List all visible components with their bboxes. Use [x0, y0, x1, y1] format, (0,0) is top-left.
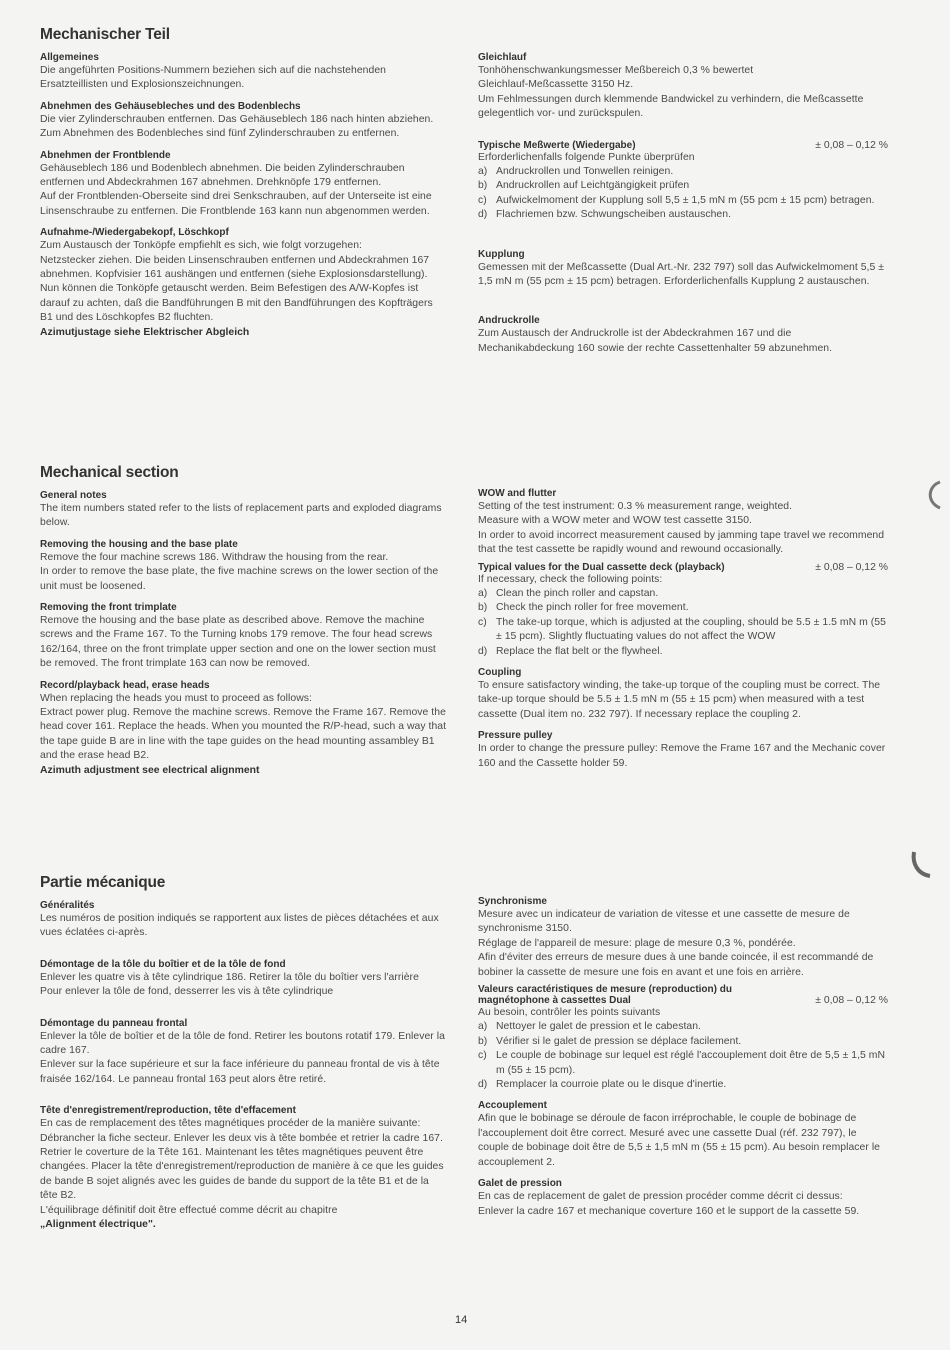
de-kupplung-text: Gemessen mit der Meßcassette (Dual Art.-Nr. 232 797) soll das Aufwickelmoment 5,5 ± 1,5 mN m (55 pcm ± 15 pcm) betragen. Erforderlichenfalls Kupplung 2 austauschen.	[478, 261, 885, 288]
fr-left-column	[40, 874, 448, 1233]
fr-generalites-heading: Généralités	[40, 900, 95, 911]
fr-accouplement-heading: Accouplement	[478, 1100, 547, 1112]
en-trimplate-heading: Removing the front trimplate	[40, 602, 177, 614]
list-item: a) Clean the pinch roller and capstan.	[478, 588, 659, 600]
page-number: 14	[455, 1314, 468, 1326]
en-wow-heading: WOW and flutter	[478, 488, 557, 499]
de-allgemeines-heading: Allgemeines	[40, 52, 99, 63]
en-section-title: Mechanical section	[40, 464, 179, 481]
list-item: a) Andruckrollen und Tonwellen reinigen.	[478, 166, 674, 178]
fr-alignment-note: „Alignment électrique".	[40, 1219, 156, 1231]
list-item: b) Check the pinch roller for free movement.	[478, 602, 689, 614]
en-right-column	[478, 488, 888, 771]
de-gleichlauf-text2: Gleichlauf-Meßcassette 3150 Hz.	[478, 79, 634, 91]
fr-tete-text3: L'équilibrage définitif doit être effectué comme décrit au chapitre	[40, 1204, 338, 1216]
de-koepfe-heading: Aufnahme-/Wiedergabekopf, Löschkopf	[40, 227, 229, 239]
de-messwerte-heading: Typische Meßwerte (Wiedergabe)	[478, 139, 636, 151]
list-item: d) Remplacer la courroie plate ou le disque d'inertie.	[478, 1079, 727, 1091]
fr-synchronisme-text2: Réglage de l'appareil de mesure: plage de mesure 0,3 %, pondérée.	[478, 937, 796, 949]
de-frontblende-text1: Gehäuseblech 186 und Bodenblech abnehmen. Die beiden Zylinderschrauben entfernen und Abdeckrahmen 167 abnehmen. Drehknöpfe 179 entfernen.	[40, 162, 405, 189]
en-heads-heading: Record/playback head, erase heads	[40, 679, 210, 691]
fr-toles-heading: Démontage de la tôle du boîtier et de la tôle de fond	[40, 958, 286, 970]
de-koepfe-text2: Netzstecker ziehen. Die beiden Linsenschrauben entfernen und Abdeckrahmen 167 abnehmen. Kopfvisier 161 aushängen und entfernen (siehe Explosionsdarstellung). Nun können die Tonköpfe getauscht werden. Beim Befestigen des A/W-Kopfes ist darauf zu achten, daß die Bandführungen B mit den Bandführungen des Kopfträgers B1 und des Löschkopfes B2 fluchten.	[40, 254, 433, 324]
en-housing-text2: In order to remove the base plate, the five machine screws on the lower section of the unit must be loosened.	[40, 566, 439, 592]
fr-generalites-text: Les numéros de position indiqués se rapportent aux listes de pièces détachées et aux vues éclatées ci-après.	[40, 913, 439, 939]
en-pulley-text: In order to change the pressure pulley: Remove the Frame 167 and the Mechanic cover 160 and the Cassette holder 59.	[478, 743, 886, 769]
fr-tete-text2: Débrancher la fiche secteur. Enlever les deux vis à tête bombée et retrier la cadre 167. Retrier le coverture de la Tête 161. Maintenant les têtes magnétiques peuvent être changées. Placer la tête d'enregistrement/reproduction de manière à ce que les guides de bande B sojet alignés avec les guides de bande du support de la tête B1 et de la tête B2.	[40, 1132, 444, 1202]
de-messwerte-value: ± 0,08 – 0,12 %	[815, 139, 888, 151]
fr-galet-text1: En cas de replacement de galet de pression procéder comme décrit ci dessus:	[478, 1191, 843, 1203]
en-housing-heading: Removing the housing and the base plate	[40, 538, 238, 550]
fr-synchronisme-text1: Mesure avec un indicateur de variation de vitesse et une cassette de mesure de synchronisme 3150.	[478, 909, 850, 935]
en-trimplate-text: Remove the housing and the base plate as described above. Remove the machine screws and the Frame 167. To the Turning knobs 179 remove. The four head screws 162/164, three on the front trimplate upper section and one on the lower section must be removed. The front trimplate 163 can now be removed.	[40, 615, 436, 670]
en-wow-text3: In order to avoid incorrect measurement caused by jamming tape travel we recommend that the test cassette be rapidly wound and rewound occasionally.	[478, 529, 885, 556]
en-typical-intro: If necessary, check the following points:	[478, 573, 663, 585]
fr-right-column	[478, 896, 888, 1219]
en-general-heading: General notes	[40, 490, 107, 501]
fr-valeurs-heading: Valeurs caractéristiques de mesure (reproduction) du magnétophone à cassettes Dual	[478, 984, 732, 1007]
en-typical-heading: Typical values for the Dual cassette deck (playback)	[478, 561, 725, 573]
de-gleichlauf-text1: Tonhöhenschwankungsmesser Meßbereich 0,3 % bewertet	[478, 65, 754, 76]
en-heads-text1: When replacing the heads you must to proceed as follows:	[40, 692, 312, 704]
de-frontblende-heading: Abnehmen der Frontblende	[40, 149, 171, 161]
fr-accouplement-text: Afin que le bobinage se déroule de facon irréprochable, le couple de bobinage de l'accouplement doit être correct. Mesuré avec une cassette Dual (réf. 232 797), le couple de bobinage doit être de 5,5 ± 1,5 mN m (55 ± 15 pcm). Au besoin remplacer le accouplement 2.	[478, 1113, 881, 1168]
list-item: c) Le couple de bobinage sur lequel est réglé l'accouplement doit être de 5,5 ± 1,5 mN m (55 ± 15 pcm).	[478, 1050, 886, 1076]
list-item: b) Andruckrollen auf Leichtgängigkeit prüfen	[478, 180, 690, 192]
de-gehaeuse-text2: Zum Abnehmen des Bodenbleches sind fünf Zylinderschrauben zu entfernen.	[40, 128, 400, 140]
en-general-text: The item numbers stated refer to the lists of replacement parts and exploded diagrams below.	[40, 503, 442, 529]
fr-section-title: Partie mécanique	[40, 874, 166, 891]
fr-synchronisme-text3: Afin d'éviter des erreurs de mesure dues à une bande coincée, il est recommandé de bobiner la cassette de mesure une fois en avant et une fois en arrière.	[478, 952, 874, 978]
fr-galet-heading: Galet de pression	[478, 1178, 562, 1190]
fr-synchronisme-heading: Synchronisme	[478, 896, 547, 907]
en-left-column	[40, 464, 448, 778]
binder-hole-mark	[906, 848, 936, 882]
de-frontblende-text2: Auf der Frontblenden-Oberseite sind drei Senkschrauben, auf der Unterseite ist eine Linsenschraube zu entfernen. Die Frontblende 163 kann nun abgenommen werden.	[40, 191, 432, 217]
list-item: d) Replace the flat belt or the flywheel.	[478, 645, 663, 657]
fr-valeurs-value: ± 0,08 – 0,12 %	[815, 995, 888, 1007]
list-item: b) Vérifier si le galet de pression se déplace facilement.	[478, 1035, 742, 1047]
fr-panneau-text2: Enlever sur la face supérieure et sur la face inférieure du panneau frontal de vis à tête fraisée 162/164. Le panneau frontal 163 peut alors être retiré.	[40, 1059, 440, 1085]
de-andruckrolle-heading: Andruckrolle	[478, 315, 540, 327]
de-azimut-note: Azimutjustage siehe Elektrischer Abgleich	[40, 326, 250, 338]
fr-tete-heading: Tête d'enregistrement/reproduction, tête d'effacement	[40, 1105, 296, 1117]
en-coupling-heading: Coupling	[478, 667, 522, 679]
de-kupplung-heading: Kupplung	[478, 248, 525, 260]
list-item: d) Flachriemen bzw. Schwungscheiben austauschen.	[478, 209, 732, 221]
en-coupling-text: To ensure satisfactory winding, the take-up torque of the coupling must be correct. The take-up torque should be 5.5 ± 1.5 mN m (55 ± 15 pcm) when measured with a test cassette (Dual item no. 232 797). If necessary replace the coupling 2.	[478, 680, 881, 720]
binder-hole-mark	[918, 478, 944, 514]
list-item: c) Aufwickelmoment der Kupplung soll 5,5 ± 1,5 mN m (55 pcm ± 15 pcm) betragen.	[478, 194, 875, 206]
en-housing-text1: Remove the four machine screws 186. Withdraw the housing from the rear.	[40, 551, 389, 563]
en-wow-text1: Setting of the test instrument: 0.3 % measurement range, weighted.	[478, 501, 793, 512]
en-azimuth-note: Azimuth adjustment see electrical alignment	[40, 764, 260, 776]
de-allgemeines-text: Die angeführten Positions-Nummern beziehen sich auf die nachstehenden Ersatzteillisten und Explosionszeichnungen.	[40, 65, 386, 91]
fr-valeurs-intro: Au besoin, contrôler les points suivants	[478, 1007, 661, 1019]
list-item: a) Nettoyer le galet de pression et le cabestan.	[478, 1021, 701, 1033]
en-wow-text2: Measure with a WOW meter and WOW test cassette 3150.	[478, 515, 752, 527]
fr-galet-text2: Enlever la cadre 167 et mechanique coverture 160 et le support de la cassette 59.	[478, 1205, 860, 1217]
de-gleichlauf-heading: Gleichlauf	[478, 52, 527, 63]
de-messwerte-header	[478, 140, 888, 151]
de-left-column	[40, 26, 448, 340]
fr-toles-text1: Enlever les quatre vis à tête cylindrique 186. Retirer la tôle du boîtier vers l'arrière	[40, 971, 419, 983]
de-koepfe-text1: Zum Austausch der Tonköpfe empfiehlt es sich, wie folgt vorzugehen:	[40, 240, 362, 252]
list-item: c) The take-up torque, which is adjusted at the coupling, should be 5.5 ± 1.5 mN m (55 ± 15 pcm). Slightly fluctuating values do not affect the WOW	[478, 616, 886, 643]
fr-tete-text1: En cas de remplacement des têtes magnétiques procéder de la manière suivante:	[40, 1118, 421, 1130]
en-typical-header	[478, 562, 888, 573]
fr-panneau-heading: Démontage du panneau frontal	[40, 1017, 188, 1029]
de-gleichlauf-text3: Um Fehlmessungen durch klemmende Bandwickel zu verhindern, die Meßcassette gelegentlich vor- und zurückspulen.	[478, 93, 864, 120]
de-messwerte-intro: Erforderlichenfalls folgende Punkte überprüfen	[478, 151, 695, 163]
de-gehaeuse-heading: Abnehmen des Gehäusebleches und des Bodenblechs	[40, 100, 301, 112]
en-heads-text2: Extract power plug. Remove the machine screws. Remove the Frame 167. Remove the head cover 161. Replace the heads. When you mounted the R/P-head, such a way that the tape guide B are in line with the tape guides on the head mounting assambley B1 and the erase head B2.	[40, 707, 447, 762]
fr-toles-text2: Pour enlever la tôle de fond, desserrer les vis à tête cylindrique	[40, 986, 334, 998]
de-gehaeuse-text1: Die vier Zylinderschrauben entfernen. Das Gehäuseblech 186 nach hinten abziehen.	[40, 113, 434, 125]
de-section-title: Mechanischer Teil	[40, 26, 170, 43]
fr-valeurs-header	[478, 984, 888, 1006]
en-typical-value: ± 0,08 – 0,12 %	[815, 561, 888, 573]
en-pulley-heading: Pressure pulley	[478, 730, 553, 742]
fr-panneau-text: Enlever la tôle de boîtier et de la tôle de fond. Retirer les boutons rotatif 179. Enlever la cadre 167.	[40, 1030, 445, 1057]
de-right-column	[478, 52, 888, 356]
de-andruckrolle-text: Zum Austausch der Andruckrolle ist der Abdeckrahmen 167 und die Mechanikabdeckung 160 sowie der rechte Cassettenhalter 59 abzunehmen.	[478, 328, 833, 354]
